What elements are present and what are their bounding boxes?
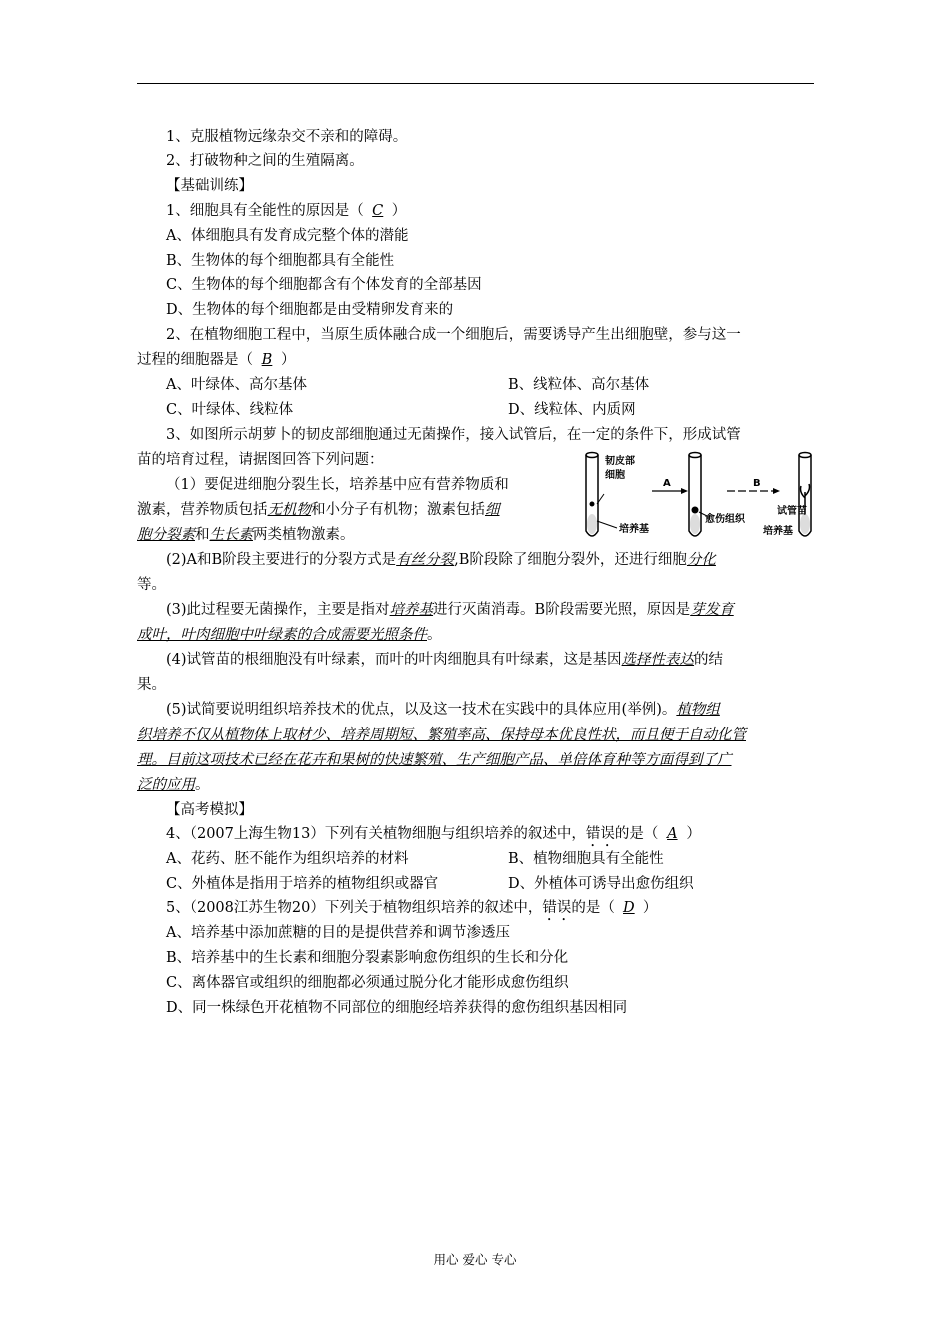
text-span: 2、打破物种之间的生殖隔离。 (166, 153, 364, 169)
text-span: 5、（2008江苏生物20）下列关于植物组织培养的叙述中， (166, 900, 543, 916)
answer-text: 分化 (686, 552, 716, 568)
text-span: 的结 (694, 652, 724, 668)
phloem-cell (590, 502, 595, 507)
option (137, 998, 843, 1018)
text-span: 。 (195, 777, 210, 793)
callus (692, 507, 699, 514)
label-plantlet: 试管苗 (777, 506, 807, 517)
label-phloem: 韧皮部 (605, 456, 635, 467)
text-span: ） (642, 900, 658, 916)
text-span: A、培养基中添加蔗糖的目的是提供营养和调节渗透压 (166, 925, 510, 941)
text-span: 。 (427, 627, 442, 643)
answer-text: 植物组 (676, 702, 720, 718)
label-medium-2: 培养基 (763, 526, 793, 537)
text-span: (5)试简要说明组织培养技术的优点，以及这一技术在实践中的具体应用(举例)。 (166, 702, 677, 718)
answer-text: 胞分裂素 (137, 527, 195, 543)
q3-part4 (137, 650, 843, 670)
text-span: C、生物体的每个细胞都含有个体发育的全部基因 (166, 277, 482, 293)
text-span: ） (686, 826, 701, 842)
medium-fill (690, 514, 700, 534)
option (137, 948, 843, 968)
tissue-culture-diagram (577, 446, 815, 546)
answer-text: 有丝分裂 (396, 552, 455, 568)
answer-text: 泛的应用 (137, 777, 195, 793)
answer-text: 培养基 (389, 602, 434, 618)
answer-text: 芽发育 (690, 602, 734, 618)
option-row (137, 849, 843, 869)
answer: A (667, 826, 678, 842)
answer: C (372, 203, 384, 219)
q3-part5 (137, 700, 843, 720)
answer-text: 织培养不仅从植物体上取材少、培养周期短、繁殖率高、保持母本优良性状，而且便于自动化管 (137, 727, 746, 743)
q3-part1-cont (137, 525, 577, 545)
text-span: 的是（ (614, 826, 659, 842)
option-row (137, 375, 843, 395)
text-span: D、生物体的每个细胞都是由受精卵发育来的 (166, 302, 454, 318)
option (137, 923, 843, 943)
text-span: A、体细胞具有发育成完整个体的潜能 (166, 228, 409, 244)
text-span: C、离体器官或组织的细胞都必须通过脱分化才能形成愈伤组织 (166, 975, 569, 991)
section-title-basic (137, 176, 843, 196)
section-title-exam (137, 800, 843, 820)
text-span: 苗的培育过程，请据图回答下列问题： (137, 452, 384, 468)
medium-fill (800, 514, 810, 534)
text-line (137, 151, 843, 171)
answer-text: 细 (485, 502, 500, 518)
text-span: C、叶绿体、线粒体 (166, 402, 294, 418)
text-span: 激素，营养物质包括 (137, 502, 268, 518)
q3-part5-answer (137, 725, 814, 745)
text-span: 2、在植物细胞工程中，当原生质体融合成一个细胞后，需要诱导产生出细胞壁，参与这一 (166, 327, 741, 343)
text-span: 4、（2007上海生物13）下列有关植物细胞与组织培养的叙述中， (166, 826, 586, 842)
option (137, 300, 843, 320)
text-span: 【基础训练】 (166, 178, 253, 194)
q3-part3-cont (137, 625, 814, 645)
q3-part1-cont (137, 500, 577, 520)
question-4 (137, 824, 843, 850)
text-span: 进行灭菌消毒。B阶段需要光照，原因是 (433, 602, 691, 618)
text-span: 等。 (137, 577, 166, 593)
answer-text: 生长素 (209, 527, 253, 543)
option-row (137, 874, 843, 894)
option-row (137, 400, 843, 420)
text-span: (4)试管苗的根细胞没有叶绿素，而叶的叶肉细胞具有叶绿素，这是基因 (166, 652, 622, 668)
medium-fill (587, 514, 597, 534)
answer-text: 无机物 (267, 502, 311, 518)
arrow-b-label: B (753, 478, 761, 489)
answer: B (261, 352, 273, 368)
text-span: 果。 (137, 677, 166, 693)
question-2 (137, 325, 843, 345)
q3-part3 (137, 600, 843, 620)
label-cell: 细胞 (605, 470, 625, 481)
option (137, 251, 843, 271)
answer-text: 理。目前这项技术已经在花卉和果树的快速繁殖、生产细胞产品、单倍体育种等方面得到了广 (137, 752, 732, 768)
text-span: 和小分子有机物；激素包括 (311, 502, 485, 518)
option (137, 275, 843, 295)
q3-part1 (137, 475, 586, 495)
arrow-a-label: A (663, 478, 671, 489)
text-span: B、培养基中的生长素和细胞分裂素影响愈伤组织的生长和分化 (166, 950, 569, 966)
text-span: ） (281, 352, 296, 368)
question-2-cont (137, 350, 814, 370)
text-span: 1、克服植物远缘杂交不亲和的障碍。 (166, 129, 408, 145)
q3-part2-cont (137, 575, 814, 595)
text-span: 【高考模拟】 (166, 802, 253, 818)
label-medium-1: 培养基 (619, 524, 649, 535)
text-span: A、叶绿体、高尔基体 (166, 377, 307, 393)
text-span: D、同一株绿色开花植物不同部位的细胞经培养获得的愈伤组织基因相同 (166, 1000, 628, 1016)
text-span: ） (391, 203, 407, 219)
text-span: 错误 (585, 826, 615, 842)
text-span: 过程的细胞器是（ (137, 352, 253, 368)
text-line (137, 127, 843, 147)
page-footer: 用心 爱心 专心 (433, 1252, 517, 1267)
text-span: A、花药、胚不能作为组织培养的材料 (166, 851, 409, 867)
text-span: ,B阶段除了细胞分裂外，还进行细胞 (454, 552, 687, 568)
text-span: 错误 (542, 900, 572, 916)
q3-part4-cont (137, 675, 814, 695)
q3-part2 (137, 550, 843, 570)
text-span: C、外植体是指用于培养的植物组织或器官 (166, 876, 439, 892)
text-span: B、线粒体、高尔基体 (508, 377, 650, 393)
answer-text: 选择性表达 (621, 652, 695, 668)
text-span: 1、细胞具有全能性的原因是（ (166, 203, 364, 219)
option (137, 973, 843, 993)
text-span: B、植物细胞具有全能性 (508, 851, 664, 867)
text-span: D、外植体可诱导出愈伤组织 (508, 876, 694, 892)
text-span: （1）要促进细胞分裂生长，培养基中应有营养物质和 (166, 477, 509, 493)
option (137, 226, 843, 246)
text-span: (3)此过程要无菌操作，主要是指对 (166, 602, 390, 618)
header-rule (137, 83, 814, 84)
answer: D (623, 900, 635, 916)
label-callus: 愈伤组织 (705, 514, 745, 525)
question-3 (137, 425, 843, 445)
text-span: 和 (195, 527, 210, 543)
text-span: (2)A和B阶段主要进行的分裂方式是 (166, 552, 397, 568)
text-span: D、线粒体、内质网 (508, 402, 636, 418)
text-span: B、生物体的每个细胞都具有全能性 (166, 253, 395, 269)
answer-text: 成叶，叶肉细胞中叶绿素的合成需要光照条件 (137, 627, 427, 643)
question-5 (137, 898, 843, 924)
text-span: 的是（ (571, 900, 615, 916)
text-span: 两类植物激素。 (253, 527, 355, 543)
text-span: 3、如图所示胡萝卜的韧皮部细胞通过无菌操作，接入试管后，在一定的条件下，形成试管 (166, 427, 741, 443)
q3-part5-answer (137, 750, 814, 770)
question-1 (137, 201, 843, 221)
q3-part5-answer (137, 775, 814, 795)
